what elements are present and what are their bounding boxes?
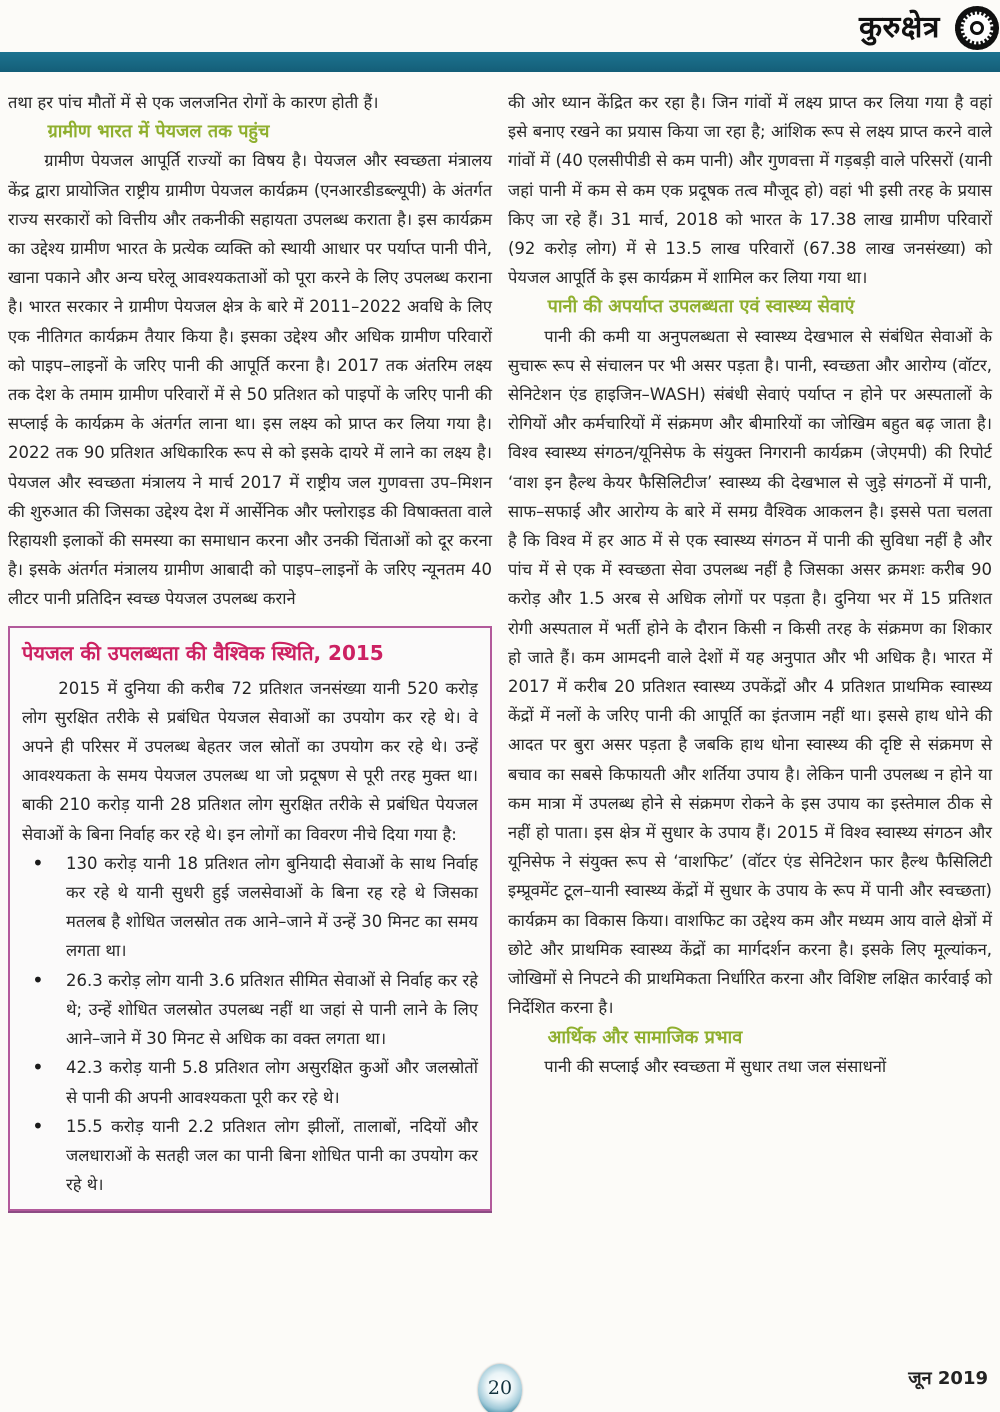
section-heading-health-services: पानी की अपर्याप्त उपलब्धता एवं स्वास्थ्य सेवाएं [547,296,855,318]
bullet-item: • 130 करोड़ यानी 18 प्रतिशत लोग बुनियादी सेवाओं के साथ निर्वाह कर रहे थे यानी सुधरी हुई जलसेवाओं के बिना रह रहे थे जिसका मतलब है शोधित जलस्रोत तक आने–जाने में उन्हें 30 मिनट का समय लगता था। [22,849,478,966]
info-box-intro: 2015 में दुनिया की करीब 72 प्रतिशत जनसंख्या यानी 520 करोड़ लोग सुरक्षित तरीके से प्रबंधित पेयजल सेवाओं का उपयोग कर रहे थे। वे अपने ही परिसर में उपलब्ध बेहतर जल स्रोतों का उपयोग कर रहे थे। उन्हें आवश्यकता के समय पेयजल उपलब्ध था जो प्रदूषण से पूरी तरह मुक्त था। बाकी 210 करोड़ यानी 28 प्रतिशत लोग सुरक्षित तरीके से प्रबंधित पेयजल सेवाओं के बिना निर्वाह कर रहे थे। इन लोगों का विवरण नीचे दिया गया है: [22,678,478,844]
magazine-title: कुरुक्षेत्र [858,10,940,45]
left-column [8,88,492,1211]
left-body-paragraph: ग्रामीण पेयजल आपूर्ति राज्यों का विषय है। पेयजल और स्वच्छता मंत्रालय केंद्र द्वारा प्रायोजित राष्ट्रीय ग्रामीण पेयजल कार्यक्रम (एनआरडीडब्ल्यूपी) के अंतर्गत राज्य सरकारों को वित्तीय और तकनीकी सहायता उपलब्ध कराता है। इस कार्यक्रम का उद्देश्य ग्रामीण भारत के प्रत्येक व्यक्ति को स्थायी आधार पर पर्याप्त पानी पीने, खाना पकाने और अन्य घरेलू आवश्यकताओं को पूरा करने के लिए उपलब्ध कराना है। भारत सरकार ने ग्रामीण पेयजल क्षेत्र के बारे में 2011–2022 अवधि के लिए एक नीतिगत कार्यक्रम तैयार किया है। इसका उद्देश्य और अधिक ग्रामीण परिवारों को पाइप–लाइनों के जरिए पानी की आपूर्ति करना है। 2017 तक अंतरिम लक्ष्य तक देश के तमाम ग्रामीण परिवारों में से 50 प्रतिशत को पाइपों के जरिए पानी की सप्लाई के कार्यक्रम के अंतर्गत लाना था। इस लक्ष्य को प्राप्त कर लिया गया है। 2022 तक 90 प्रतिशत अधिकारिक रूप से को इसके दायरे में लाने का लक्ष्य है। पेयजल और स्वच्छता मंत्रालय ने मार्च 2017 में राष्ट्रीय जल गुणवत्ता उप–मिशन की शुरुआत की जिसका उद्देश्य देश में आर्सेनिक और फ्लोराइड की विषाक्तता वाले रिहायशी इलाकों की समस्या का समाधान करना और उनकी चिंताओं को दूर करना है। इसके अंतर्गत मंत्रालय ग्रामीण आबादी को पाइप–लाइनों के जरिए न्यूनतम 40 लीटर पानी प्रतिदिन स्वच्छ पेयजल उपलब्ध कराने [8,151,492,609]
right-paragraph-2: पानी की कमी या अनुपलब्धता से स्वास्थ्य देखभाल से संबंधित सेवाओं के सुचारू रूप से संचालन पर भी असर पड़ता है। पानी, स्वच्छता और आरोग्य (वॉटर, सेनिटेशन एंड हाइजिन–WASH) संबंधी सेवाएं पर्याप्त न होने पर अस्पतालों के रोगियों और कर्मचारियों में संक्रमण और बीमारियों का जोखिम बहुत बढ़ जाता है। विश्व स्वास्थ्य संगठन/यूनिसेफ के संयुक्त निगरानी कार्यक्रम (जेएमपी) की रिपोर्ट ‘वाश इन हैल्थ केयर फैसिलिटीज’ स्वास्थ्य की देखभाल से जुड़े संगठनों में पानी, साफ–सफाई और आरोग्य के बारे में समग्र वैश्विक आकलन है। इससे पता चलता है कि विश्व में हर आठ में से एक स्वास्थ्य संगठन में पानी की सुविधा नहीं है और पांच में से एक में स्वच्छता सेवा उपलब्ध नहीं है जिसका असर क्रमशः करीब 90 करोड़ और 1.5 अरब से अधिक लोगों पर पड़ता है। दुनिया भर में 15 प्रतिशत रोगी अस्पताल में भर्ती होने के दौरान किसी न किसी तरह के संक्रमण का शिकार हो जाते हैं। कम आमदनी वाले देशों में यह अनुपात और भी अधिक है। भारत में 2017 में करीब 20 प्रतिशत स्वास्थ्य उपकेंद्रों और 4 प्रतिशत प्राथमिक स्वास्थ्य केंद्रों में नलों के जरिए पानी की आपूर्ति का इंतजाम नहीं था। इससे हाथ धोने की आदत पर बुरा असर पड़ता है जबकि हाथ धोना स्वास्थ्य की दृष्टि से संक्रमण से बचाव का सबसे किफायती और शर्तिया उपाय है। लेकिन पानी उपलब्ध न होने या कम मात्रा में उपलब्ध होने से संक्रमण रोकने के इस उपाय का इस्तेमाल ठीक से नहीं हो पाता। इस क्षेत्र में सुधार के उपाय हैं। 2015 में विश्व स्वास्थ्य संगठन और यूनिसेफ ने संयुक्त रूप से ‘वाशफिट’ (वॉटर एंड सेनिटेशन फार हैल्थ फैसिलिटी इम्प्रूवमेंट टूल–यानी स्वास्थ्य केंद्रों में सुधार के उपाय के रूप में पानी और स्वच्छता) कार्यक्रम का विकास किया। वाशफिट का उद्देश्य कम और मध्यम आय वाले क्षेत्रों में छोटे और प्राथमिक स्वास्थ्य केंद्रों का मार्गदर्शन करना है। इसके लिए मूल्यांकन, जोखिमों से निपटने की प्राथमिकता निर्धारित करना और विशिष्ट लक्षित कार्रवाई को निर्देशित करना है। [508,326,992,1018]
page-number-badge [478,1364,522,1412]
info-box-title: पेयजल की उपलब्धता की वैश्विक स्थिति, 2015 [22,640,384,665]
bullet-item: • 42.3 करोड़ यानी 5.8 प्रतिशत लोग असुरक्षित कुओं और जलस्रोतों से पानी की अपनी आवश्यकता पूरी कर रहे थे। [22,1053,478,1111]
right-paragraph-3: पानी की सप्लाई और स्वच्छता में सुधार तथा जल संसाधनों [544,1056,887,1076]
article-body [0,72,1000,1211]
section-heading-rural-water: ग्रामीण भारत में पेयजल तक पहुंच [47,121,270,143]
page-header [0,0,1000,52]
right-column [508,88,992,1211]
info-box-bullet-list [22,849,478,1199]
header-divider-bar [0,52,1000,72]
magazine-emblem-icon [954,5,1000,51]
left-intro-paragraph: तथा हर पांच मौतों में से एक जलजनित रोगों के कारण होती हैं। [8,93,379,112]
bullet-item: • 15.5 करोड़ यानी 2.2 प्रतिशत लोग झीलों, तालाबों, नदियों और जलधाराओं के सतही जल का पानी बिना शोधित पानी का उपयोग कर रहे थे। [22,1112,478,1200]
page-number: 20 [487,1377,513,1399]
section-heading-economic-social: आर्थिक और सामाजिक प्रभाव [547,1026,743,1048]
right-paragraph-1: की ओर ध्यान केंद्रित कर रहा है। जिन गांवों में लक्ष्य प्राप्त कर लिया गया है वहां इसे बनाए रखने का प्रयास किया जा रहा है; आंशिक रूप से लक्ष्य प्राप्त करने वाले गांवों में (40 एलसीपीडी से कम पानी) और गुणवत्ता में गड़बड़ी वाले परिसरों (यानी जहां पानी में कम से कम एक प्रदूषक तत्व मौजूद हो) वहां भी इसी तरह के प्रयास किए जा रहे हैं। 31 मार्च, 2018 को भारत के 17.38 लाख ग्रामीण परिवारों (92 करोड़ लोग) में से 13.5 लाख परिवारों (67.38 लाख जनसंख्या) को पेयजल आपूर्ति के इस कार्यक्रम में शामिल कर लिया गया था। [508,93,992,288]
issue-date: जून 2019 [908,1368,988,1389]
global-status-info-box [8,626,492,1212]
bullet-item: • 26.3 करोड़ लोग यानी 3.6 प्रतिशत सीमित सेवाओं से निर्वाह कर रहे थे; उन्हें शोधित जलस्रोत उपलब्ध नहीं था जहां से पानी लाने के लिए आने–जाने में 30 मिनट से अधिक का वक्त लगता था। [22,966,478,1054]
